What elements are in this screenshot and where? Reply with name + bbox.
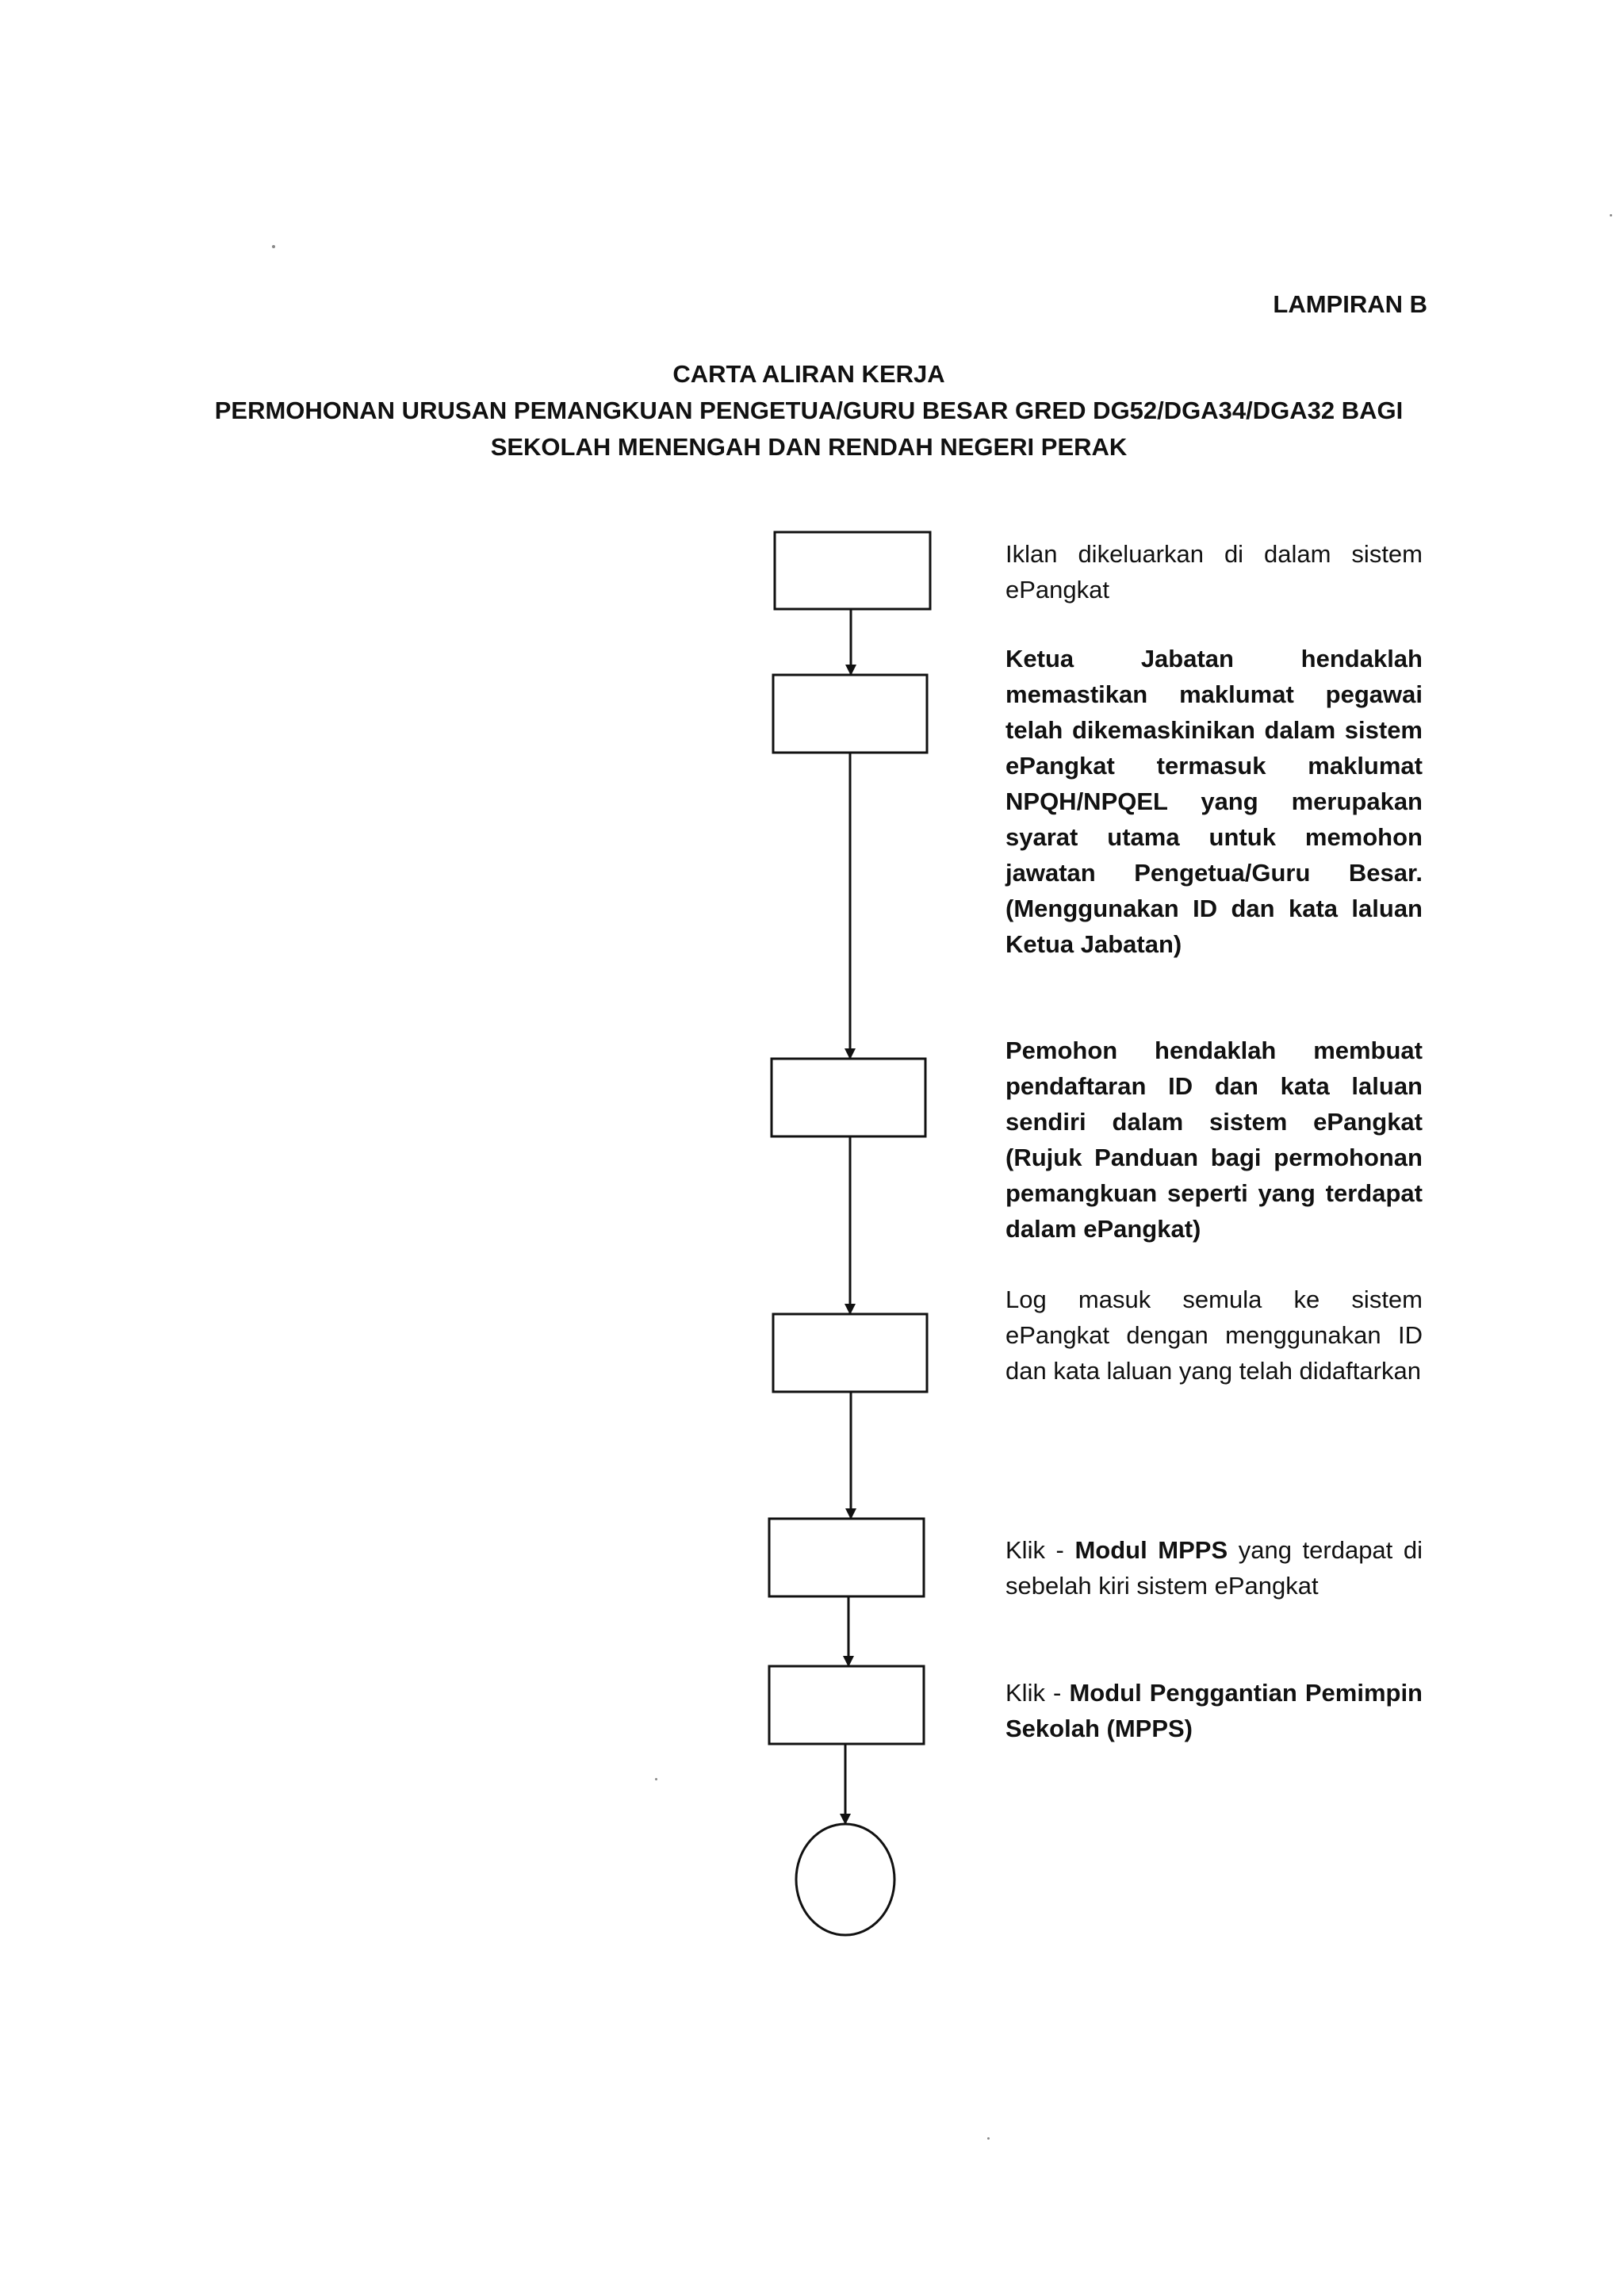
chart-subtitle-line1: PERMOHONAN URUSAN PEMANGKUAN PENGETUA/GURU BESAR GRED DG52/DGA34/DGA32 BAGI (214, 397, 1404, 424)
scan-speck (655, 1778, 657, 1780)
step-6-module-name: Modul Penggantian Pemimpin Sekolah (MPPS) (1005, 1679, 1423, 1742)
step-5-module-name: Modul MPPS (1074, 1536, 1228, 1564)
step-6-prefix: Klik - (1005, 1679, 1070, 1707)
step-3-description: Pemohon hendaklah membuat pendaftaran ID dan kata laluan sendiri dalam sistem ePangkat (Rujuk Panduan bagi permohonan pemangkuan seperti yang terdapat dalam ePangkat) (1005, 1037, 1423, 1243)
chart-subtitle-line2: SEKOLAH MENENGAH DAN RENDAH NEGERI PERAK (490, 433, 1128, 461)
scan-speck (272, 245, 275, 248)
process-box-6 (769, 1666, 924, 1744)
process-box-2 (773, 675, 927, 753)
process-box-1 (775, 532, 930, 609)
step-5-description (1005, 1532, 1423, 1604)
step-1-description: Iklan dikeluarkan di dalam sistem ePangkat (1005, 540, 1423, 604)
step-6-description (1005, 1675, 1423, 1746)
process-box-4 (773, 1314, 927, 1392)
step-4-description: Log masuk semula ke sistem ePangkat dengan menggunakan ID dan kata laluan yang telah didaftarkan (1005, 1286, 1423, 1385)
scan-speck (1610, 214, 1612, 217)
step-5-prefix: Klik - (1005, 1536, 1075, 1564)
step-2-description: Ketua Jabatan hendaklah memastikan maklumat pegawai telah dikemaskinikan dalam sistem ePangkat termasuk maklumat NPQH/NPQEL yang merupakan syarat utama untuk memohon jawatan Pengetua/Guru Besar. (Menggunakan ID dan kata laluan Ketua Jabatan) (1005, 645, 1423, 958)
scan-speck (987, 2137, 990, 2140)
chart-title: CARTA ALIRAN KERJA (672, 360, 945, 388)
process-box-3 (772, 1059, 925, 1136)
lampiran-label: LAMPIRAN B (1273, 290, 1427, 318)
step-5-suffix: yang terdapat di sebelah kiri sistem ePangkat (1005, 1536, 1423, 1600)
process-box-5 (769, 1519, 924, 1596)
end-terminator (796, 1824, 894, 1935)
